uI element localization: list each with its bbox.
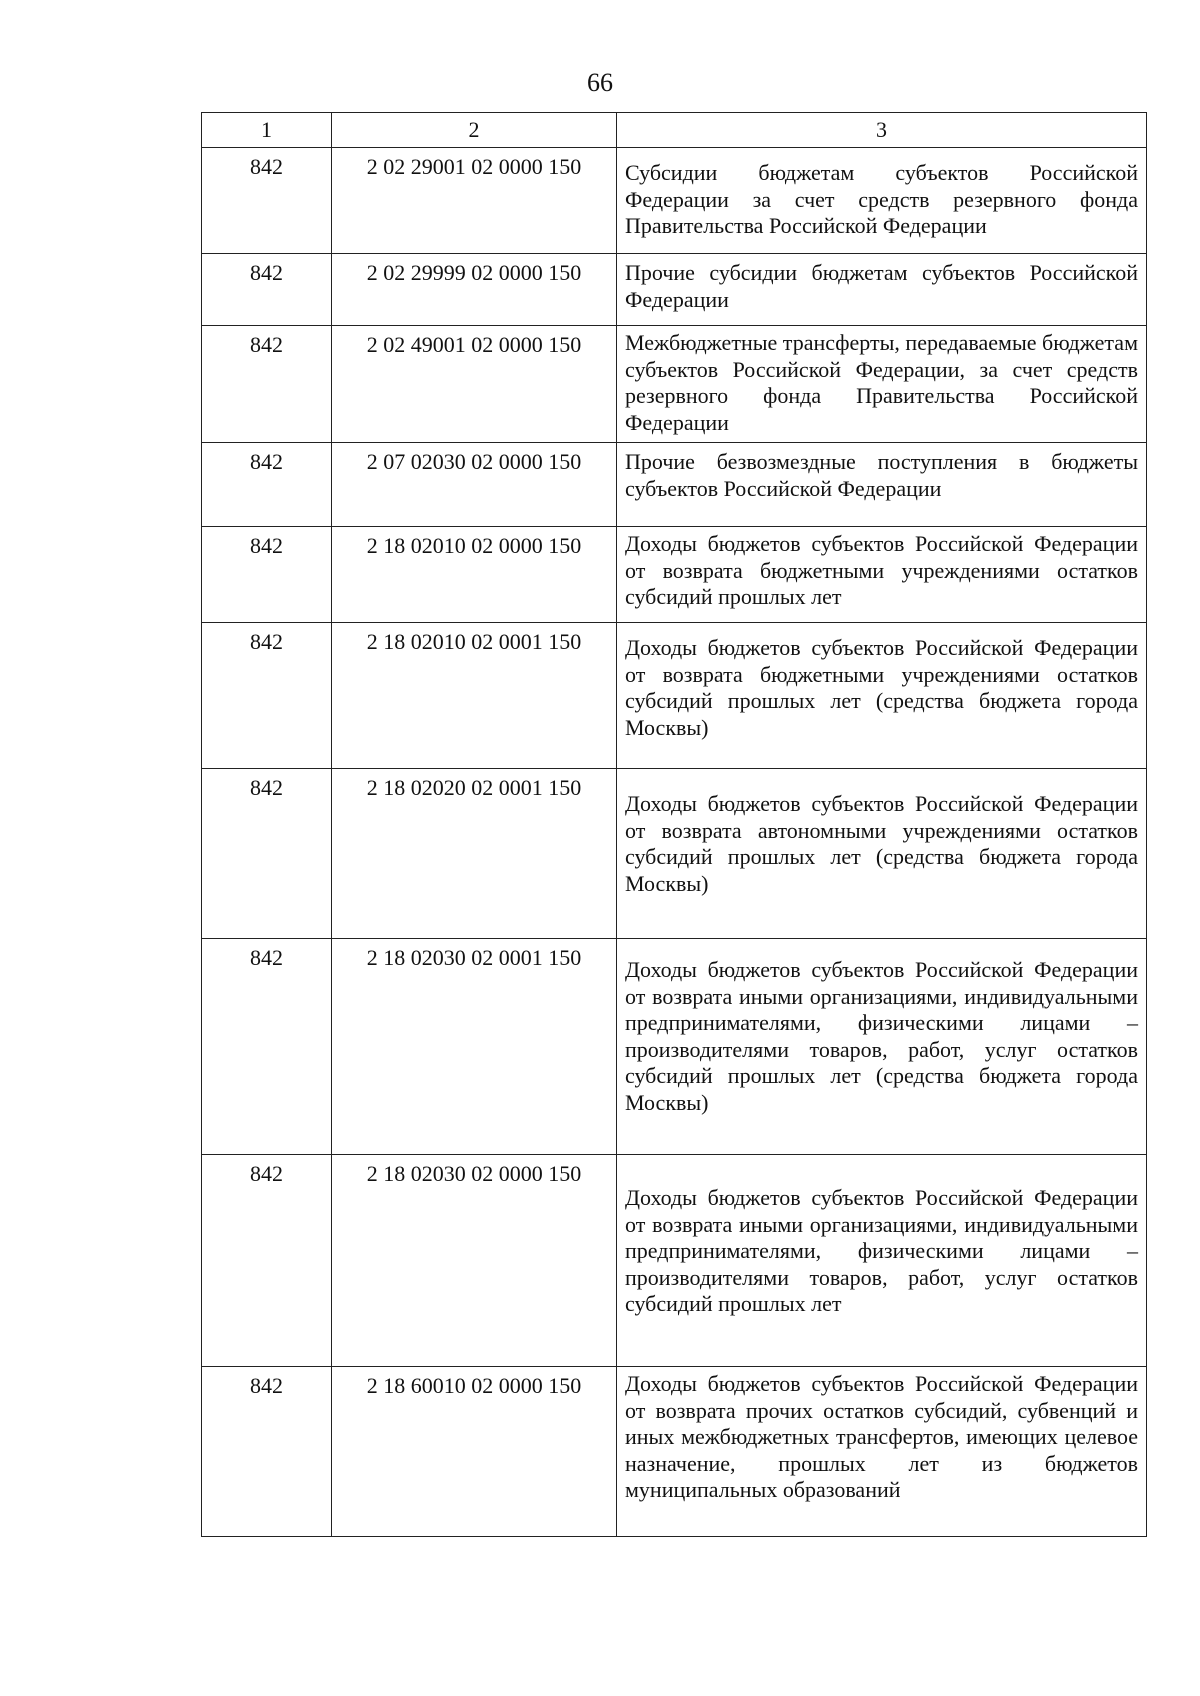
budget-code-cell: 2 18 02030 02 0001 150 [332,939,617,1155]
table-row [202,527,1147,623]
column-number-2: 2 [332,113,617,148]
admin-code-cell: 842 [202,1155,332,1367]
budget-code-cell: 2 18 60010 02 0000 150 [332,1367,617,1537]
description-cell: Доходы бюджетов субъектов Российской Федерации от возврата прочих остатков субсидий, субвенций и иных межбюджетных трансфертов, имеющих целевое назначение, прошлых лет из бюджетов муниципальных образований [617,1367,1147,1537]
table-row [202,254,1147,326]
budget-code-cell: 2 18 02010 02 0000 150 [332,527,617,623]
page-number: 66 [587,68,613,97]
admin-code-cell: 842 [202,254,332,326]
description-cell: Доходы бюджетов субъектов Российской Федерации от возврата бюджетными учреждениями остатков субсидий прошлых лет [617,527,1147,623]
description-cell: Прочие субсидии бюджетам субъектов Российской Федерации [617,254,1147,326]
admin-code-cell: 842 [202,1367,332,1537]
description-cell: Субсидии бюджетам субъектов Российской Федерации за счет средств резервного фонда Правительства Российской Федерации [617,148,1147,254]
admin-code-cell: 842 [202,769,332,939]
description-cell: Доходы бюджетов субъектов Российской Федерации от возврата иными организациями, индивидуальными предпринимателями, физическими лицами – производителями товаров, работ, услуг остатков субсидий прошлых лет [617,1155,1147,1367]
table-row [202,326,1147,443]
admin-code-cell: 842 [202,939,332,1155]
table-row [202,623,1147,769]
budget-code-cell: 2 18 02020 02 0001 150 [332,769,617,939]
admin-code-cell: 842 [202,443,332,527]
column-number-3: 3 [617,113,1147,148]
description-cell: Доходы бюджетов субъектов Российской Федерации от возврата автономными учреждениями остатков субсидий прошлых лет (средства бюджета города Москвы) [617,769,1147,939]
budget-code-cell: 2 18 02030 02 0000 150 [332,1155,617,1367]
description-cell: Межбюджетные трансферты, передаваемые бюджетам субъектов Российской Федерации, за счет средств резервного фонда Правительства Российской Федерации [617,326,1147,443]
table-row [202,148,1147,254]
admin-code-cell: 842 [202,148,332,254]
column-number-1: 1 [202,113,332,148]
table-row [202,1367,1147,1537]
table-row [202,443,1147,527]
description-cell: Доходы бюджетов субъектов Российской Федерации от возврата иными организациями, индивидуальными предпринимателями, физическими лицами – производителями товаров, работ, услуг остатков субсидий прошлых лет (средства бюджета города Москвы) [617,939,1147,1155]
admin-code-cell: 842 [202,623,332,769]
budget-code-cell: 2 18 02010 02 0001 150 [332,623,617,769]
description-cell: Доходы бюджетов субъектов Российской Федерации от возврата бюджетными учреждениями остатков субсидий прошлых лет (средства бюджета города Москвы) [617,623,1147,769]
table-row [202,1155,1147,1367]
admin-code-cell: 842 [202,326,332,443]
revenue-codes-table [201,112,1147,1537]
table-header-row [202,113,1147,148]
description-cell: Прочие безвозмездные поступления в бюджеты субъектов Российской Федерации [617,443,1147,527]
table-row [202,769,1147,939]
admin-code-cell: 842 [202,527,332,623]
table-row [202,939,1147,1155]
budget-code-cell: 2 02 49001 02 0000 150 [332,326,617,443]
budget-code-cell: 2 07 02030 02 0000 150 [332,443,617,527]
budget-code-cell: 2 02 29001 02 0000 150 [332,148,617,254]
budget-code-cell: 2 02 29999 02 0000 150 [332,254,617,326]
